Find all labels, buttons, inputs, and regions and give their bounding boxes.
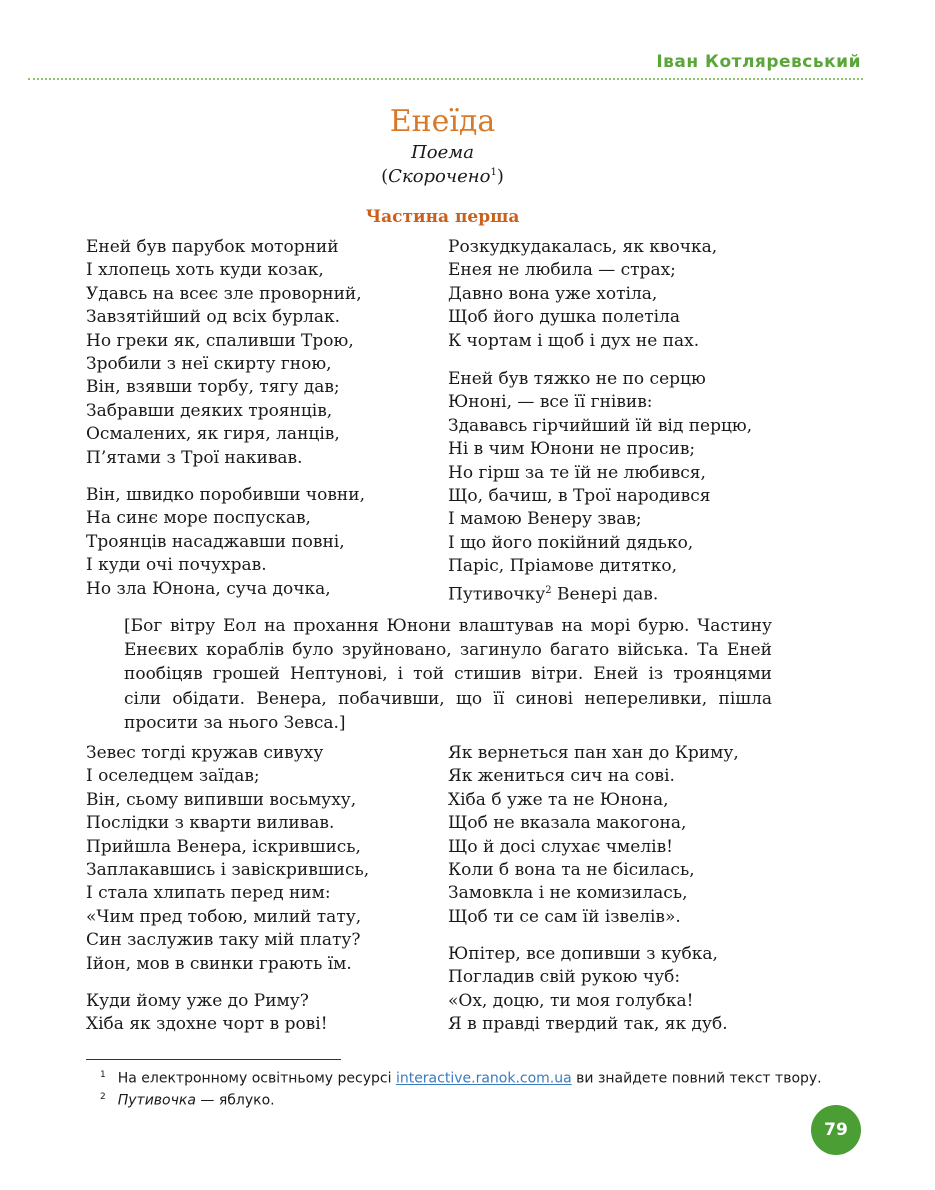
verse-line: Розкудкудакалась, як квочка, <box>448 237 718 257</box>
footnote-divider <box>86 1059 341 1060</box>
verse-line: Но зла Юнона, суча дочка, <box>86 578 331 599</box>
verse-line: Він, взявши торбу, тягу дав; <box>86 377 340 398</box>
header-dotted-rule <box>28 78 863 80</box>
left-stanza-2 <box>86 484 365 601</box>
author-header: Іван Котляревський <box>656 52 861 72</box>
verse-line: Троянців насаджавши повні, <box>86 531 345 552</box>
part-title: Частина перша <box>365 207 520 227</box>
footnote-number: 2 <box>100 1092 106 1102</box>
right-stanza-4 <box>448 943 728 1037</box>
abridged-word: Скорочено <box>388 166 491 187</box>
verse-line: І стала хлипать перед ним: <box>86 883 331 904</box>
verse-rest: Венері дав. <box>551 584 659 605</box>
verse-line: Ійон, мов в свинки грають їм. <box>86 953 352 974</box>
abridged-open: ( <box>381 166 389 187</box>
verse-line: Но греки як, спаливши Трою, <box>86 330 354 351</box>
verse-line: Він, сьому випивши восьмуху, <box>86 789 357 810</box>
verse-line: Щоб не вказала макогона, <box>448 813 687 834</box>
verse-line: Як жениться сич на сові. <box>448 766 675 787</box>
verse-line: Хіба як здохне чорт в рові! <box>86 1014 328 1035</box>
left-stanza-4 <box>86 990 328 1037</box>
footnote-ref-2: 2 <box>545 584 552 596</box>
footnote-number: 1 <box>100 1070 106 1080</box>
verse-line: Зевес тогді кружав сивуху <box>86 743 324 763</box>
verse-line: Він, швидко поробивши човни, <box>86 485 365 505</box>
verse-line: Щоб його душка полетіла <box>448 307 681 328</box>
right-stanza-1 <box>448 236 717 353</box>
verse-line: І куди очі почухрав. <box>86 555 267 576</box>
verse-line: Но гірш за те їй не любився, <box>448 462 706 483</box>
verse-line: Осмалених, як гиря, ланців, <box>86 424 340 445</box>
verse-line: Заплакавшись і завіскрившись, <box>86 860 370 881</box>
verse-line: Послідки з кварти виливав. <box>86 813 335 834</box>
verse-line: І мамою Венеру звав; <box>448 509 642 530</box>
footnote-text: ви знайдете повний текст твору. <box>571 1070 822 1087</box>
prose-summary: [Бог вітру Еол на прохання Юнони влаштував на морі бурю. Частину Енеєвих кораблів було зруйновано, загинуло багато війська. Та Еней пообіцяв грошей Нептунові, і той стишив вітри. Еней із троянцями сіли обідати. Венера, побачивши, що її синові непереливки, пішла просити за нього Зевса.] <box>124 616 772 733</box>
verse-line: Юпітер, все допивши з кубка, <box>448 944 718 964</box>
verse-word: Путивочку <box>448 584 546 605</box>
verse-line: Що, бачиш, в Трої народився <box>448 486 711 507</box>
verse-line: Куди йому уже до Риму? <box>86 991 309 1011</box>
poem-subtitle: Поема <box>411 142 474 163</box>
verse-line: П’ятами з Трої накивав. <box>86 447 303 468</box>
verse-line: Удавсь на всеє зле проворний, <box>86 283 362 304</box>
verse-line: Ні в чим Юнони не просив; <box>448 439 696 460</box>
verse-line: Я в правді твердий так, як дуб. <box>448 1014 728 1035</box>
verse-line: Погладив свій рукою чуб: <box>448 967 681 988</box>
verse-line: Щоб ти се сам їй ізвелів». <box>448 906 681 927</box>
left-stanza-3 <box>86 742 369 976</box>
verse-line: Коли б вона та не бісилась, <box>448 860 695 881</box>
verse-line <box>448 579 752 607</box>
verse-line: Що й досі слухає чмелів! <box>448 836 673 857</box>
resource-link[interactable]: interactive.ranok.com.ua <box>395 1070 572 1087</box>
footnote-ref-1: 1 <box>490 167 497 178</box>
verse-line: І хлопець хоть куди козак, <box>86 260 324 281</box>
verse-line: Зробили з неї скирту гною, <box>86 354 332 375</box>
verse-line: І оселедцем заїдав; <box>86 766 260 787</box>
verse-line: Давно вона уже хотіла, <box>448 283 658 304</box>
verse-line: Паріс, Пріамове дитятко, <box>448 556 677 577</box>
verse-line: Забравши деяких троянців, <box>86 400 333 421</box>
verse-line: Завзятійший од всіх бурлак. <box>86 307 341 328</box>
verse-line: І що його покійний дядько, <box>448 532 694 553</box>
verse-line: Юноні, — все її гнівив: <box>448 392 653 413</box>
verse-line: К чортам і щоб і дух не пах. <box>448 330 700 351</box>
footnote-term: Путивочка <box>117 1092 196 1109</box>
abridged-note <box>0 166 885 187</box>
footnote-text: — яблуко. <box>195 1092 275 1109</box>
footnote-text: На електронному освітньому ресурсі <box>117 1070 396 1087</box>
footnote-2 <box>100 1092 275 1109</box>
verse-line: Хіба б уже та не Юнона, <box>448 789 669 810</box>
verse-line: Еней був тяжко не по серцю <box>448 369 706 389</box>
verse-line: Замовкла і не комизилась, <box>448 883 688 904</box>
verse-line: Енея не любила — страх; <box>448 260 676 281</box>
verse-line: Здававсь гірчийший їй від перцю, <box>448 415 753 436</box>
footnote-1 <box>100 1070 822 1087</box>
verse-line: Син заслужив таку мій плату? <box>86 930 361 951</box>
left-stanza-1 <box>86 236 362 470</box>
verse-line: Еней був парубок моторний <box>86 237 339 257</box>
verse-line: Як вернеться пан хан до Криму, <box>448 743 739 763</box>
right-stanza-3 <box>448 742 739 929</box>
verse-line: Прийшла Венера, іскрившись, <box>86 836 361 857</box>
page-number-badge: 79 <box>811 1105 861 1155</box>
right-stanza-2 <box>448 368 752 607</box>
verse-line: На синє море поспускав, <box>86 508 311 529</box>
verse-line: «Ох, доцю, ти моя голубка! <box>448 990 694 1011</box>
poem-title: Енеїда <box>389 104 496 139</box>
verse-line: «Чим пред тобою, милий тату, <box>86 906 362 927</box>
abridged-close: ) <box>496 166 504 187</box>
